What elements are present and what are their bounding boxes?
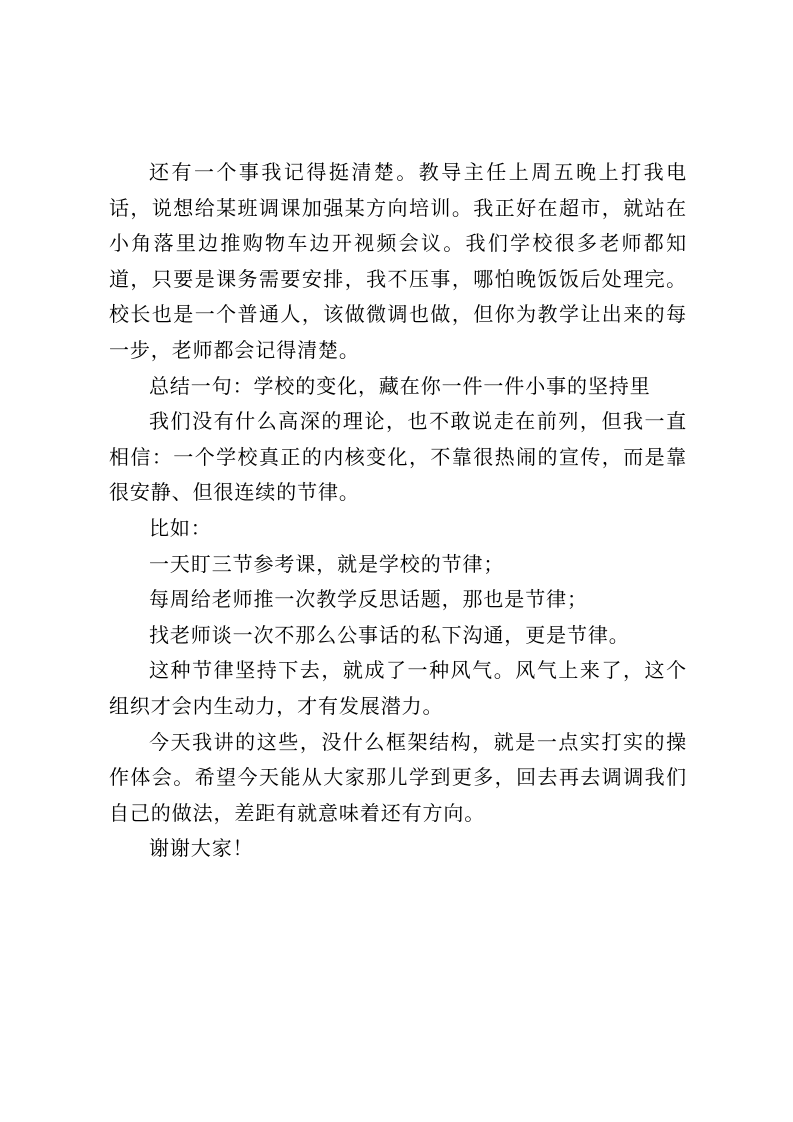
paragraph-atmosphere: 这种节律坚持下去，就成了一种风气。风气上来了，这个组织才会内生动力，才有发展潜力。: [109, 658, 687, 718]
paragraph-closing: 今天我讲的这些，没什么框架结构，就是一点实打实的操作体会。希望今天能从大家那儿学到更多，回去再去调调我们自己的做法，差距有就意味着还有方向。: [109, 729, 687, 825]
paragraph-summary-heading: 总结一句：学校的变化，藏在你一件一件小事的坚持里: [149, 373, 651, 398]
paragraph-example-2: 每周给老师推一次教学反思话题，那也是节律；: [149, 587, 588, 612]
paragraph-example-3: 找老师谈一次不那么公事话的私下沟通，更是节律。: [149, 622, 630, 647]
paragraph-belief: 我们没有什么高深的理论，也不敢说走在前列，但我一直相信：一个学校真正的内核变化，不靠很热闹的宣传，而是靠很安静、但很连续的节律。: [109, 409, 687, 505]
paragraph-example-intro: 比如：: [149, 515, 212, 540]
paragraph-thanks: 谢谢大家！: [149, 836, 254, 861]
paragraph-example-1: 一天盯三节参考课，就是学校的节律；: [149, 551, 505, 576]
paragraph-anecdote: 还有一个事我记得挺清楚。教导主任上周五晚上打我电话，说想给某班调课加强某方向培训。我正好在超市，就站在小角落里边推购物车边开视频会议。我们学校很多老师都知道，只要是课务需要安排，我不压事，哪怕晚饭饭后处理完。校长也是一个普通人，该做微调也做，但你为教学让出来的每一步，老师都会记得清楚。: [109, 160, 687, 362]
document-body: [109, 155, 687, 867]
